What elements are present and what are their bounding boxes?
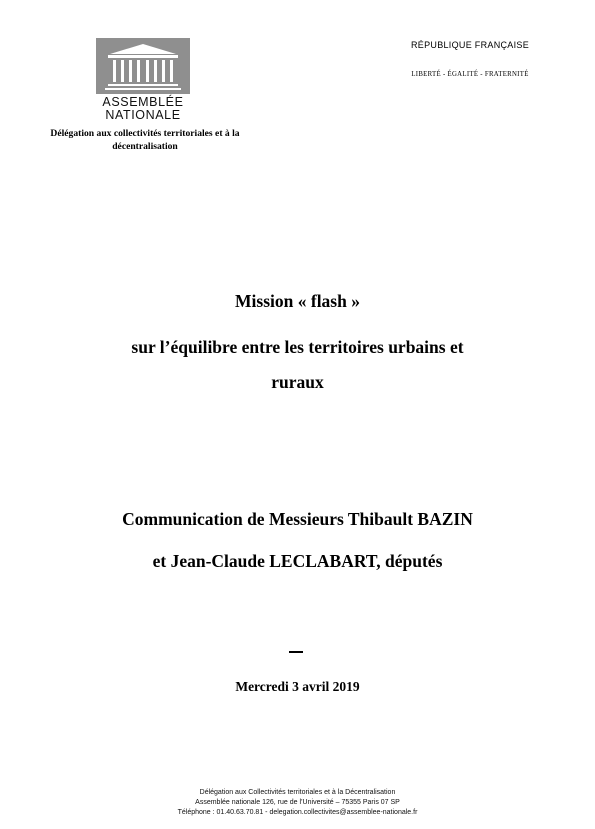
footer-line2: Assemblée nationale 126, rue de l’Université – 75355 Paris 07 SP [195,799,400,806]
logo-wordmark [86,96,200,121]
republique-francaise: RÉPUBLIQUE FRANÇAISE [410,40,530,50]
communication-line2: et Jean-Claude LECLABART, députés [152,551,443,571]
communication-line1: Communication de Messieurs Thibault BAZIN [122,509,473,529]
mission-title: Mission « flash » [235,291,360,311]
footer-line1: Délégation aux Collectivités territoriales et à la Décentralisation [199,789,396,796]
delegation-line2: décentralisation [112,140,178,152]
logo-name-line2: NATIONALE [105,107,181,122]
devise: LIBERTÉ - ÉGALITÉ - FRATERNITÉ [411,71,529,78]
footer-contact [40,788,555,818]
mission-subtitle-line1: sur l’équilibre entre les territoires urbains et [131,337,464,357]
hemicycle-logo-icon [96,38,190,94]
delegation-line1: Délégation aux collectivités territoriales et à la [50,128,240,139]
delegation-name [20,128,270,153]
footer-line3: Téléphone : 01.40.63.70.81 - delegation.collectivites@assemblee-nationale.fr [177,809,418,816]
meeting-date: Mercredi 3 avril 2019 [235,679,360,694]
logo-name-line1: ASSEMBLÉE [102,95,184,109]
separator-dash [289,651,303,653]
mission-subtitle-line2: ruraux [271,372,324,392]
